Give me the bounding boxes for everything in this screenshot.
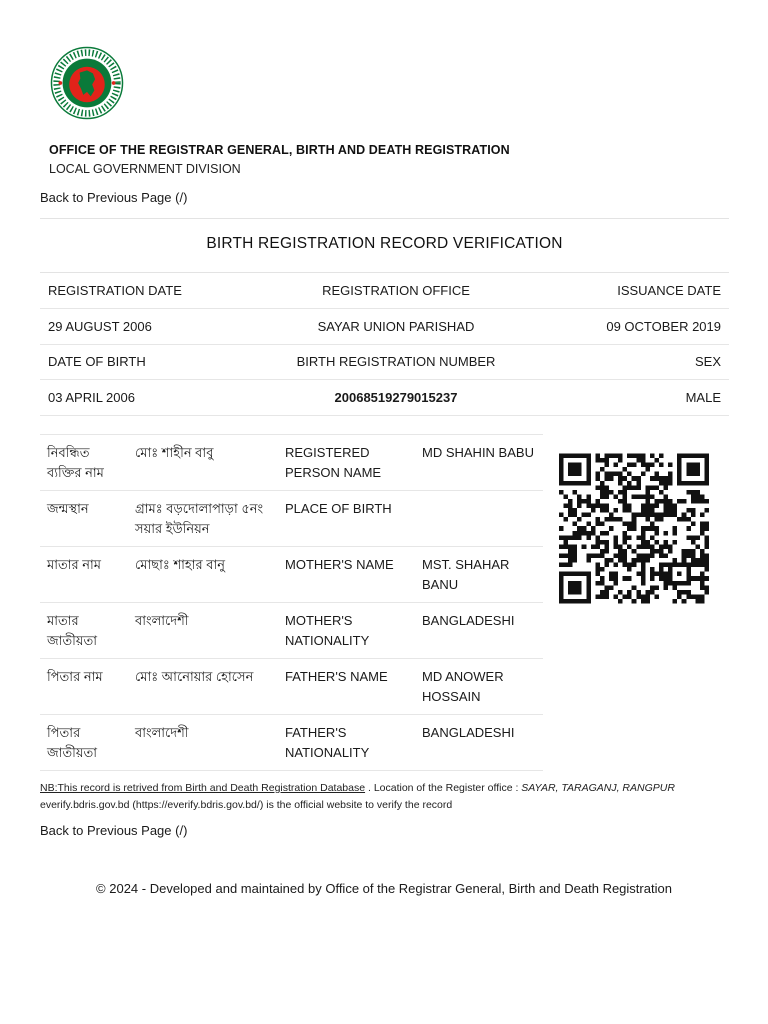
- divider: [40, 218, 729, 219]
- fathers-name-value: MD ANOWER HOSSAIN: [415, 659, 543, 715]
- bn-value-mothers-name: মোছাঃ শাহার বানু: [128, 547, 278, 603]
- bn-label-fathers-name: পিতার নাম: [40, 659, 128, 715]
- organization-subtitle: LOCAL GOVERNMENT DIVISION: [49, 162, 241, 176]
- bn-value-place-of-birth: গ্রামঃ বড়দোলাপাড়া ৫নং সয়ার ইউনিয়ন: [128, 491, 278, 547]
- table-row: [40, 435, 543, 491]
- bn-label-fathers-nationality: পিতার জাতীয়তা: [40, 715, 128, 771]
- bn-label-place-of-birth: জন্মস্থান: [40, 491, 128, 547]
- birth-registration-number-value: 20068519279015237: [334, 390, 458, 405]
- sex-label: SEX: [694, 354, 721, 369]
- organization-title: OFFICE OF THE REGISTRAR GENERAL, BIRTH AND DEATH REGISTRATION: [49, 143, 510, 157]
- place-of-birth-label: PLACE OF BIRTH: [278, 491, 415, 547]
- mothers-nationality-value: BANGLADESHI: [415, 603, 543, 659]
- registered-person-name-label: REGISTERED PERSON NAME: [278, 435, 415, 491]
- mothers-nationality-label: MOTHER'S NATIONALITY: [278, 603, 415, 659]
- fathers-nationality-label: FATHER'S NATIONALITY: [278, 715, 415, 771]
- registration-date-value: 29 AUGUST 2006: [48, 319, 152, 334]
- issuance-date-label: ISSUANCE DATE: [617, 283, 721, 298]
- database-note: [40, 780, 740, 813]
- bn-value-fathers-nationality: বাংলাদেশী: [128, 715, 278, 771]
- record-values-row-2: [40, 380, 729, 416]
- page-title: BIRTH REGISTRATION RECORD VERIFICATION: [206, 235, 563, 252]
- table-row: [40, 547, 543, 603]
- table-row: [40, 715, 543, 771]
- registration-office-label: REGISTRATION OFFICE: [322, 283, 470, 298]
- sex-value: MALE: [685, 390, 721, 405]
- registration-date-label: REGISTRATION DATE: [48, 283, 182, 298]
- bn-value-fathers-name: মোঃ আনোয়ার হোসেন: [128, 659, 278, 715]
- issuance-date-value: 09 OCTOBER 2019: [606, 319, 721, 334]
- place-of-birth-value: [415, 491, 543, 547]
- footer-copyright: © 2024 - Developed and maintained by Office of the Registrar General, Birth and Death Registration: [96, 881, 672, 896]
- date-of-birth-value: 03 APRIL 2006: [48, 390, 135, 405]
- birth-registration-number-label: BIRTH REGISTRATION NUMBER: [296, 354, 496, 369]
- table-row: [40, 659, 543, 715]
- fathers-name-label: FATHER'S NAME: [278, 659, 415, 715]
- record-labels-row-1: [40, 273, 729, 309]
- record-labels-row-2: [40, 344, 729, 380]
- back-to-previous-page-link[interactable]: Back to Previous Page (/): [40, 823, 188, 838]
- qr-code-icon: [559, 451, 709, 606]
- person-details-table: [40, 434, 543, 771]
- registered-person-name-value: MD SHAHIN BABU: [415, 435, 543, 491]
- bn-label-registered-person-name: নিবন্ধিত ব্যক্তির নাম: [40, 435, 128, 491]
- mothers-name-label: MOTHER'S NAME: [278, 547, 415, 603]
- date-of-birth-label: DATE OF BIRTH: [48, 354, 146, 369]
- mothers-name-value: MST. SHAHAR BANU: [415, 547, 543, 603]
- fathers-nationality-value: BANGLADESHI: [415, 715, 543, 771]
- back-to-previous-page-link[interactable]: Back to Previous Page (/): [40, 190, 188, 205]
- register-office-location: SAYAR, TARAGANJ, RANGPUR: [521, 782, 675, 794]
- database-note-text: NB:This record is retrived from Birth and Death Registration Database: [40, 782, 366, 794]
- government-seal-logo: [50, 46, 124, 120]
- bn-value-registered-person-name: মোঃ শাহীন বাবু: [128, 435, 278, 491]
- table-row: [40, 491, 543, 547]
- bn-label-mothers-nationality: মাতার জাতীয়তা: [40, 603, 128, 659]
- registration-office-value: SAYAR UNION PARISHAD: [317, 319, 475, 334]
- table-row: [40, 603, 543, 659]
- official-website-note[interactable]: everify.bdris.gov.bd (https://everify.bdris.gov.bd/) is the official website to verify the record: [40, 798, 453, 811]
- location-prefix: . Location of the Register office :: [365, 782, 522, 794]
- record-values-row-1: [40, 309, 729, 345]
- bn-value-mothers-nationality: বাংলাদেশী: [128, 603, 278, 659]
- bn-label-mothers-name: মাতার নাম: [40, 547, 128, 603]
